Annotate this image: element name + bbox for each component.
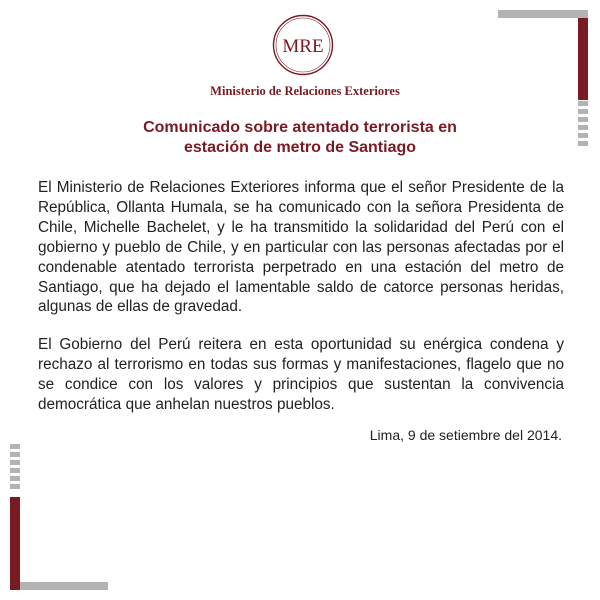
- logo-lettering: MRE: [282, 36, 324, 57]
- decorative-squares-left: [10, 444, 20, 492]
- ministry-name: Ministerio de Relaciones Exteriores: [210, 84, 400, 98]
- decorative-gray-bar-bottom: [20, 582, 108, 590]
- body-paragraph-1: El Ministerio de Relaciones Exteriores informa que el señor Presidente de la República, Ollanta Humala, se ha comunicado con la señora Presidenta de Chile, Michelle Bachelet, y le ha transmitido la solidaridad del Perú con el gobierno y pueblo de Chile, y en particular con las personas afectadas por el condenable atentado terrorista perpetrado en una estación del metro de Santiago, que ha dejado el lamentable saldo de catorce personas heridas, algunas de ellas de gravedad.: [38, 179, 564, 316]
- decorative-gray-bar-top: [498, 10, 588, 18]
- body-paragraph-2: El Gobierno del Perú reitera en esta oportunidad su enérgica condena y rechazo al terrorismo en todas sus formas y manifestaciones, flagelo que no se condice con los valores y principios que sustentan la convivencia democrática que anhelan nuestros pueblos.: [38, 336, 564, 414]
- communique-title: [0, 118, 600, 158]
- title-line-1: Comunicado sobre atentado terrorista en: [143, 119, 457, 136]
- place-and-date: Lima, 9 de setiembre del 2014.: [369, 427, 562, 443]
- communique-body: [38, 178, 564, 415]
- decorative-red-bar-bottom: [10, 497, 20, 590]
- title-line-2: estación de metro de Santiago: [183, 139, 417, 156]
- mre-logo-seal: [272, 14, 334, 76]
